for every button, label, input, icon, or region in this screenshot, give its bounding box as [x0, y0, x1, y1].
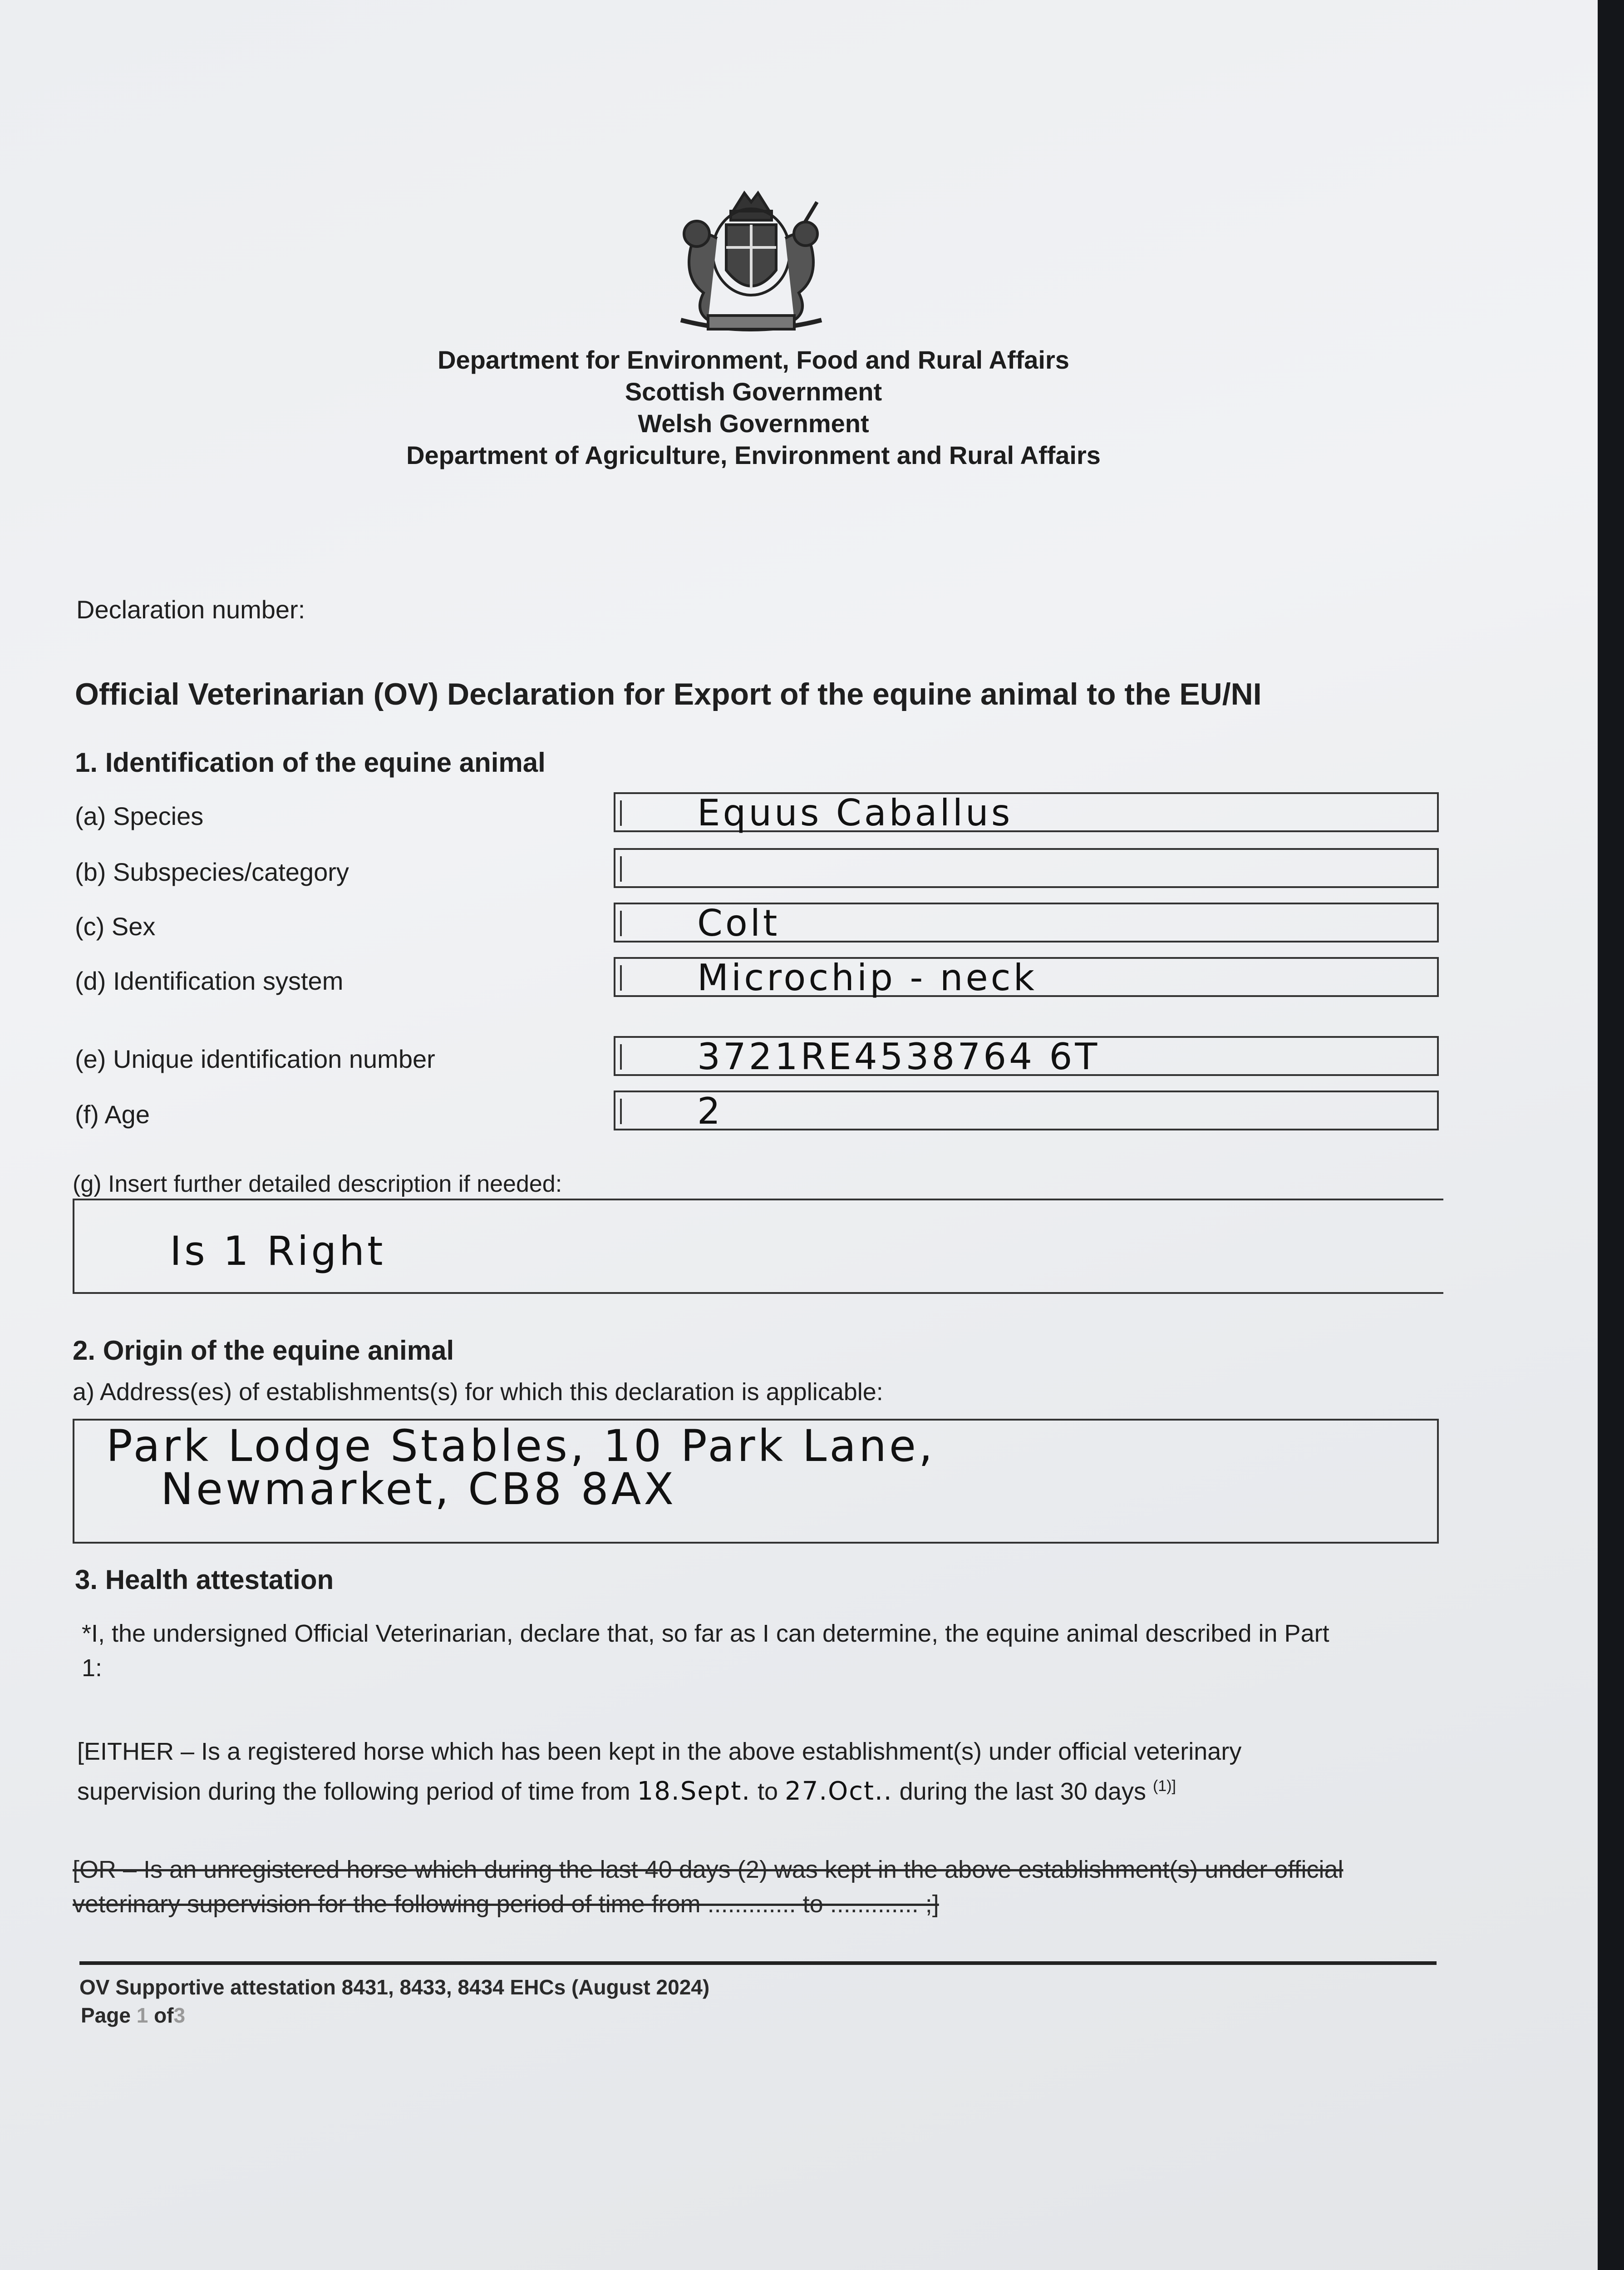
unique-id-field[interactable]: [614, 1036, 1439, 1076]
royal-coat-of-arms-icon: [654, 184, 849, 338]
footer-page-number: [81, 2003, 185, 2028]
page-word: Page: [81, 2004, 131, 2027]
either-clause-line-1: [EITHER – Is a registered horse which has been kept in the above establishment(s) under official veterinary: [77, 1738, 1242, 1765]
sex-value: Colt: [697, 902, 780, 944]
page-current: 1: [136, 2004, 148, 2027]
address-line-1: Park Lodge Stables, 10 Park Lane,: [106, 1421, 935, 1471]
further-description-box[interactable]: [73, 1199, 1443, 1294]
or-clause-struck: [73, 1852, 1343, 1921]
or-clause-line-1: [OR – Is an unregistered horse which during the last 40 days (2) was kept in the above establishment(s) under official: [73, 1856, 1343, 1883]
species-label: (a) Species: [75, 802, 204, 830]
from-date-value[interactable]: 18.Sept.: [637, 1777, 751, 1806]
further-description-label: (g) Insert further detailed description if needed:: [73, 1171, 562, 1197]
subspecies-label: (b) Subspecies/category: [75, 858, 349, 886]
page-total: 3: [173, 2004, 186, 2027]
unique-id-label: (e) Unique identification number: [75, 1045, 435, 1073]
attestation-intro: [82, 1616, 1329, 1685]
address-line-2: Newmarket, CB8 8AX: [161, 1464, 677, 1515]
department-line-welsh-gov: Welsh Government: [638, 409, 869, 438]
department-line-defra: Department for Environment, Food and Rural Affairs: [438, 345, 1069, 374]
section-1-heading: 1. Identification of the equine animal: [75, 747, 546, 778]
footer-divider: [79, 1961, 1437, 1965]
department-line-daera: Department of Agriculture, Environment and Rural Affairs: [406, 441, 1101, 469]
sex-label: (c) Sex: [75, 912, 156, 941]
age-value: 2: [697, 1090, 723, 1132]
either-suffix: during the last 30 days: [899, 1778, 1146, 1805]
either-clause-line-2: [77, 1769, 1241, 1809]
either-clause: [77, 1734, 1241, 1809]
or-clause-line-2: veterinary supervision for the following period of time from ............. to ............. ;]: [73, 1890, 939, 1918]
age-label: (f) Age: [75, 1100, 150, 1129]
age-field[interactable]: [614, 1091, 1439, 1130]
document-title: Official Veterinarian (OV) Declaration for Export of the equine animal to the EU/NI: [75, 677, 1262, 711]
section-2-heading: 2. Origin of the equine animal: [73, 1335, 454, 1366]
species-field[interactable]: [614, 792, 1439, 832]
identification-system-field[interactable]: [614, 957, 1439, 997]
to-date-value[interactable]: 27.Oct..: [785, 1777, 893, 1806]
attestation-intro-line-1: *I, the undersigned Official Veterinarian, declare that, so far as I can determine, the equine animal described in Part: [82, 1620, 1329, 1647]
sex-field[interactable]: [614, 903, 1439, 943]
section-3-heading: 3. Health attestation: [75, 1564, 334, 1595]
either-prefix: supervision during the following period of time from: [77, 1778, 630, 1805]
address-box[interactable]: [73, 1419, 1439, 1544]
of-word: of: [154, 2004, 174, 2027]
identification-system-label: (d) Identification system: [75, 967, 344, 995]
unique-id-value: 3721RE4538764 6T: [697, 1036, 1100, 1078]
species-value: Equus Caballus: [697, 792, 1013, 834]
page-edge-shadow: [1598, 0, 1624, 2270]
declaration-number-label: Declaration number:: [76, 595, 305, 624]
department-line-scottish-gov: Scottish Government: [625, 377, 882, 406]
to-word: to: [758, 1778, 778, 1805]
further-description-value: Is 1 Right: [170, 1228, 386, 1274]
subspecies-field[interactable]: [614, 848, 1439, 888]
footer-attestation-ref: OV Supportive attestation 8431, 8433, 8434 EHCs (August 2024): [79, 1975, 710, 1999]
either-footnote-ref: (1)]: [1152, 1777, 1176, 1795]
attestation-intro-line-2: 1:: [82, 1654, 103, 1682]
identification-system-value: Microchip - neck: [697, 957, 1037, 999]
address-label: a) Address(es) of establishments(s) for which this declaration is applicable:: [73, 1378, 883, 1406]
